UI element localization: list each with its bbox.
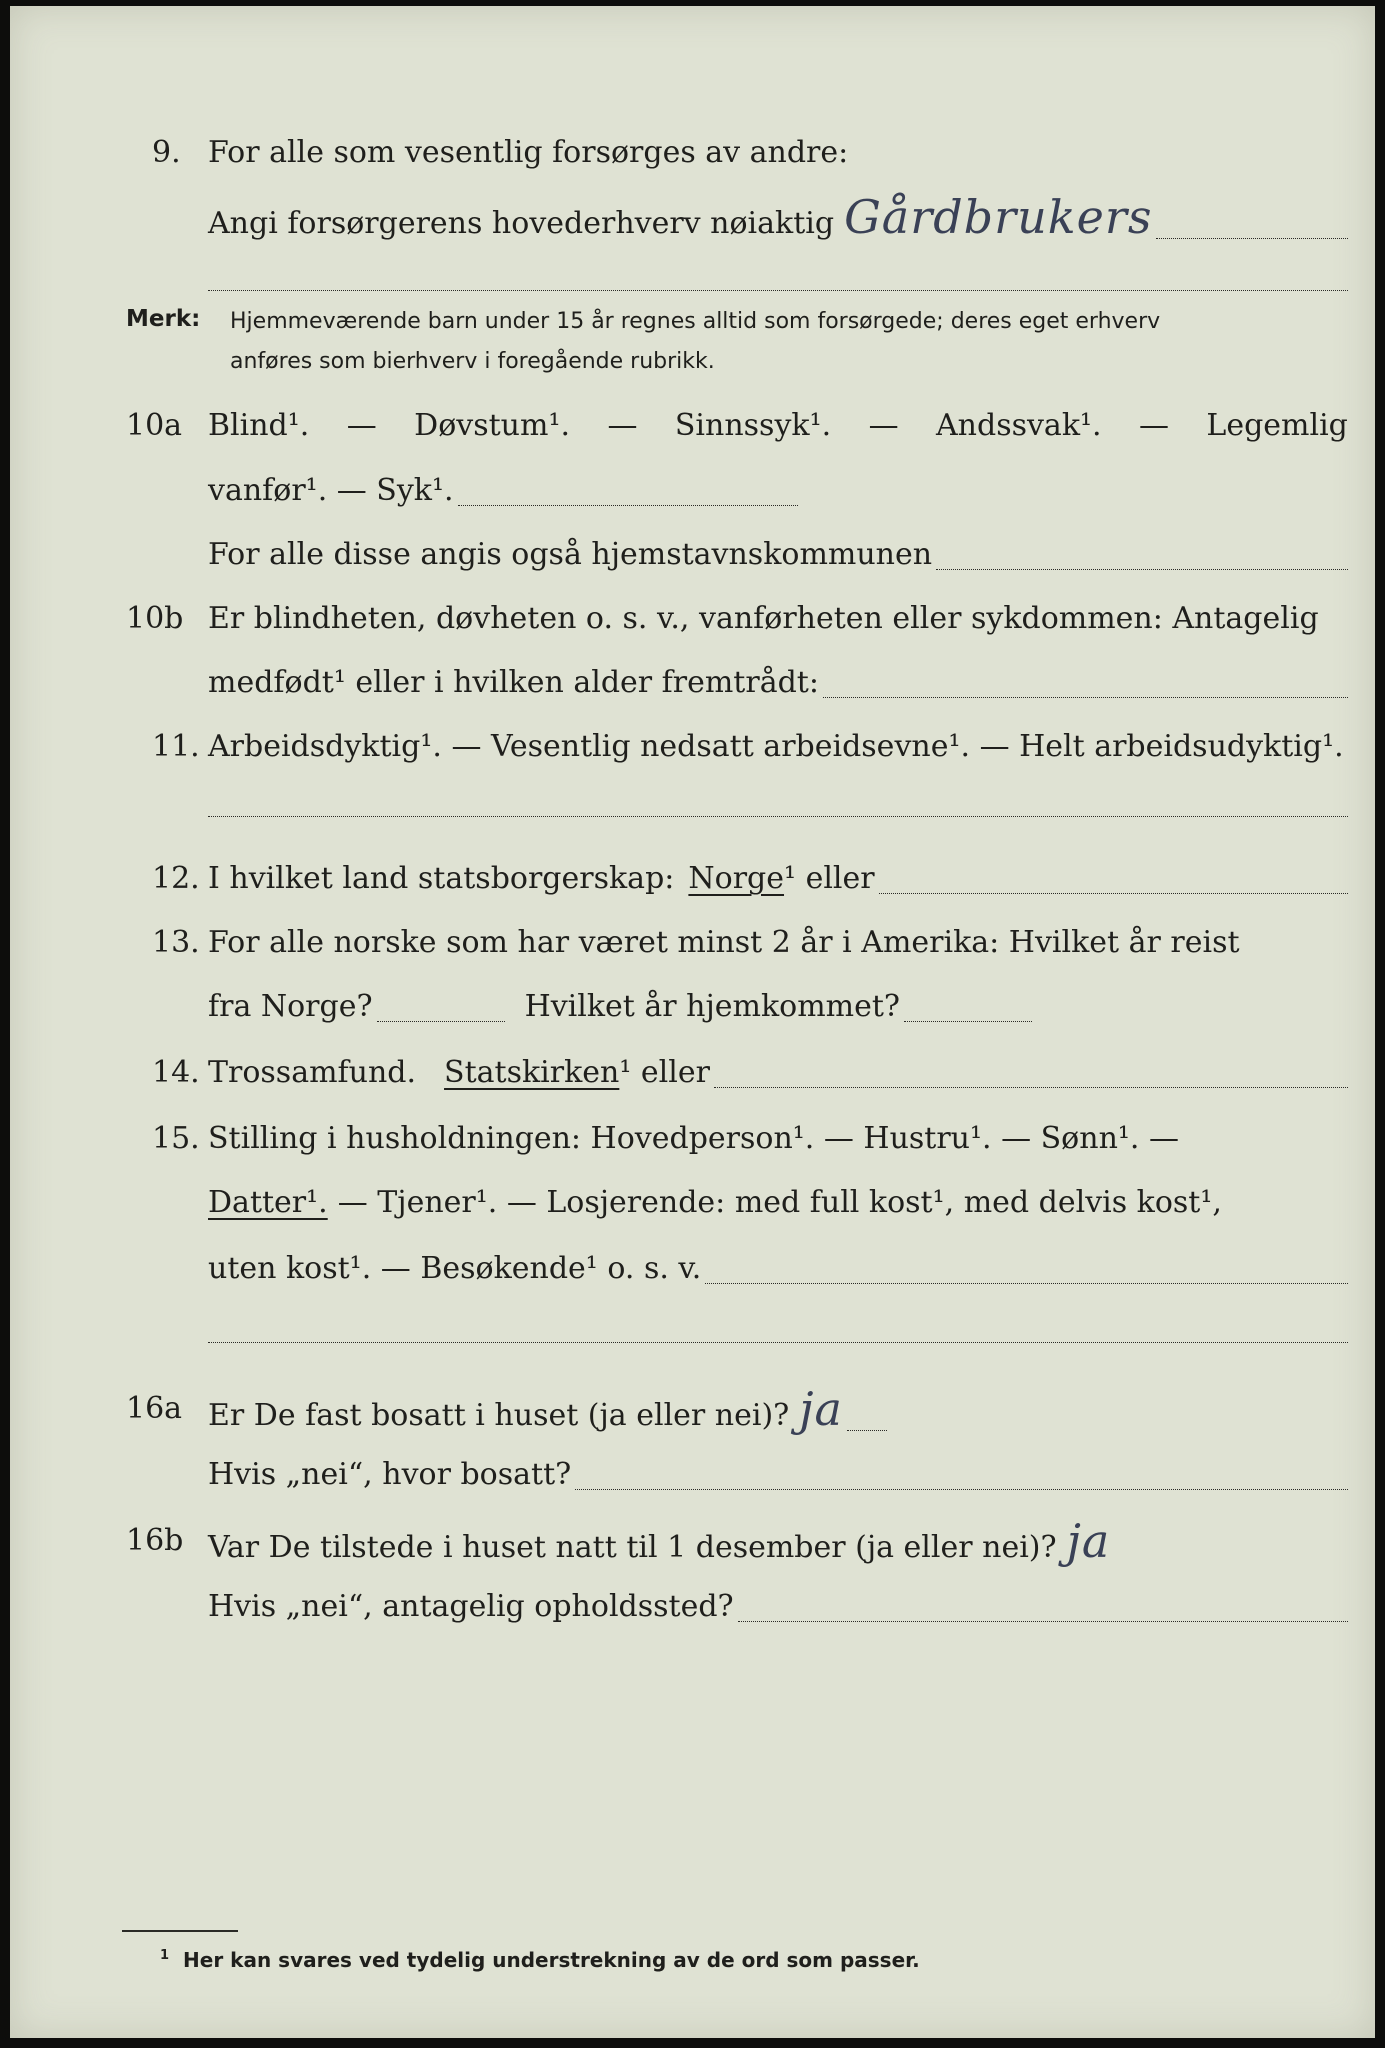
q12-question: I hvilket land statsborgerskap: [208,861,675,896]
footnote [160,1948,920,1972]
q10b-line1: Er blindheten, døvheten o. s. v., vanførheten eller sykdommen: Antagelig [208,601,1319,636]
q9-row-1 [10,126,1375,180]
q14-question: Trossamfund. [208,1055,417,1090]
q10a-number: 10a [126,408,183,443]
q15-number: 15. [152,1121,200,1156]
q16b-line2: Hvis „nei“, antagelig opholdssted? [208,1589,734,1624]
q10a-option-blind[interactable]: Blind¹. [208,408,310,443]
q16a-line1: Er De fast bosatt i huset (ja eller nei)? [208,1398,790,1433]
q10b-line2: medfødt¹ eller i hvilken alder fremtrådt: [208,665,819,700]
q9-number: 9. [152,135,181,170]
q10a-hjemstavn-line[interactable] [936,569,1348,570]
q10a-dash: — [346,408,377,443]
q16b-row-1 [10,1514,1375,1568]
q16a-handwritten-answer[interactable]: ja [799,1382,843,1436]
q16a-answer-line[interactable] [847,1430,887,1431]
q11-line1[interactable]: Arbeidsdyktig¹. — Vesentlig nedsatt arbeidsevne¹. — Helt arbeidsudyktig¹. [208,729,1344,764]
q10a-line2: vanfør¹. — Syk¹. [208,473,454,508]
q10a-option-dovstum[interactable]: Døvstum¹. [414,408,571,443]
q16a-line2: Hvis „nei“, hvor bosatt? [208,1457,572,1492]
q9-question-line1: For alle som vesentlig forsørges av andre: [208,135,849,170]
q11-number: 11. [152,729,200,764]
q15-line2-rest[interactable]: — Tjener¹. — Losjerende: med full kost¹, med delvis kost¹, [337,1185,1222,1220]
q12-option-norge-underlined[interactable]: Norge [688,861,785,896]
q15-row-1 [10,1112,1375,1166]
footnote-text: Her kan svares ved tydelig understrekning av de ord som passer. [183,1948,920,1972]
q14-option-statskirken-underlined[interactable]: Statskirken [444,1055,620,1090]
merk-text-line1: Hjemmeværende barn under 15 år regnes alltid som forsørgede; deres eget erhverv [230,309,1161,334]
q13-hjemkommet-line[interactable] [904,1021,1032,1022]
q10a-dash: — [1138,408,1169,443]
q9-answer-line[interactable] [1156,238,1348,239]
q10b-number: 10b [126,601,184,636]
q11-answer-line[interactable] [208,816,1348,817]
q16b-number: 16b [126,1523,184,1558]
q10b-row-2 [10,656,1375,710]
q16b-row-2 [10,1580,1375,1634]
q10a-dash: — [607,408,638,443]
q9-question-line2: Angi forsørgerens hovederhverv nøiaktig [208,206,835,241]
q16a-bosatt-line[interactable] [575,1489,1348,1490]
footnote-mark: 1 [160,1948,170,1964]
q16b-handwritten-answer[interactable]: ja [1066,1514,1111,1568]
merk-label: Merk: [126,306,201,332]
q14-post: ¹ eller [619,1055,710,1090]
q13-number: 13. [152,925,200,960]
q9-extra-line[interactable] [208,290,1348,291]
q16a-row-1 [10,1382,1375,1436]
q15-line3[interactable]: uten kost¹. — Besøkende¹ o. s. v. [208,1251,702,1286]
q15-option-datter-underlined[interactable]: Datter¹. [208,1185,328,1220]
q12-row [10,852,1375,906]
q14-row [10,1046,1375,1100]
q9-handwritten-answer[interactable]: Gårdbrukers [844,190,1153,244]
q15-row-2 [10,1176,1375,1230]
q12-post: ¹ eller [784,861,875,896]
q12-answer-line[interactable] [879,893,1348,894]
q13-reist-label: fra Norge? [208,989,373,1024]
q10a-dash: — [868,408,899,443]
q13-hjemkommet-label: Hvilket år hjemkommet? [524,989,901,1024]
q16b-line1: Var De tilstede i huset natt til 1 desember (ja eller nei)? [208,1530,1057,1565]
q14-number: 14. [152,1055,200,1090]
q10a-line3: For alle disse angis også hjemstavnskommunen [208,537,933,572]
q10b-answer-line[interactable] [823,697,1348,698]
q10a-option-legemlig[interactable]: Legemlig [1206,408,1348,443]
q13-line1: For alle norske som har været minst 2 år i Amerika: Hvilket år reist [208,925,1240,960]
census-form-page [10,6,1375,2038]
q16a-number: 16a [126,1391,183,1426]
q16b-opholdssted-line[interactable] [738,1621,1348,1622]
q15-line1[interactable]: Stilling i husholdningen: Hovedperson¹. — Hustru¹. — Sønn¹. — [208,1121,1179,1156]
q10b-row-1 [10,592,1375,646]
q13-reist-line[interactable] [377,1021,505,1022]
footnote-rule [122,1930,238,1932]
q10a-options [208,399,1348,453]
q11-row [10,720,1375,774]
q15-extra-line[interactable] [208,1342,1348,1343]
q10a-syk-line[interactable] [458,505,798,506]
q13-row-1 [10,916,1375,970]
q10a-row-1 [10,399,1375,453]
q16a-row-2 [10,1448,1375,1502]
q14-answer-line[interactable] [714,1087,1348,1088]
q10a-row-2 [10,464,1375,518]
q9-row-2 [10,190,1375,244]
q12-number: 12. [152,861,200,896]
q10a-row-3 [10,528,1375,582]
q10a-option-andssvak[interactable]: Andssvak¹. [936,408,1102,443]
merk-text-line2: anføres som bierhverv i foregående rubrikk. [230,349,715,374]
q15-answer-line[interactable] [705,1283,1348,1284]
q15-row-3 [10,1242,1375,1296]
q10a-option-sinnssyk[interactable]: Sinnssyk¹. [674,408,832,443]
q13-row-2 [10,980,1375,1034]
